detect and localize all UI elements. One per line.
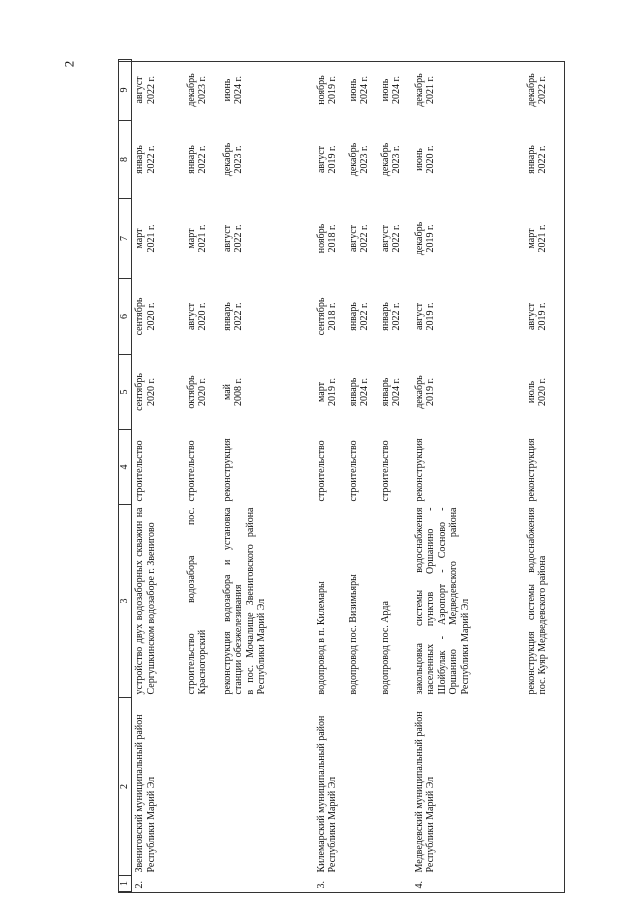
- date-col-6: август 2019 г.: [413, 302, 436, 331]
- date-col-6: январь 2022 г.: [221, 302, 244, 331]
- district-cell: [378, 698, 412, 876]
- date-col-5: январь 2024 г.: [379, 377, 402, 407]
- table-row: [132, 60, 184, 892]
- date-col-5: сентябрь 2020 г.: [134, 373, 157, 411]
- date-col-5: январь 2024 г.: [347, 377, 370, 407]
- date-col-6: январь 2022 г.: [347, 302, 370, 331]
- date-col-7: август 2022 г.: [347, 224, 370, 253]
- table-row: [512, 60, 564, 892]
- district-cell: [346, 698, 378, 876]
- district-cell: Килемарский муниципальный район Республики Марий Эл: [315, 715, 338, 873]
- header-row: [119, 60, 132, 892]
- district-cell: Звениговский муниципальный район Республики Марий Эл: [134, 714, 157, 873]
- table-row: [314, 60, 346, 892]
- date-col-9: декабрь 2022 г.: [525, 73, 548, 107]
- work-type-cell: строительство: [185, 440, 197, 502]
- row-number: [220, 876, 314, 892]
- table-row: [184, 60, 220, 892]
- header-col-4: 4: [119, 430, 132, 505]
- page-number: 2: [61, 60, 77, 68]
- row-number: 3.: [315, 881, 327, 889]
- table-row: [412, 60, 512, 892]
- header-col-9: 9: [119, 60, 132, 121]
- district-cell: [184, 698, 220, 876]
- date-col-9: июнь 2024 г.: [221, 76, 244, 104]
- date-col-5: июль 2020 г.: [525, 378, 548, 406]
- date-col-7: декабрь 2019 г.: [413, 221, 436, 256]
- date-col-7: март 2021 г.: [185, 224, 208, 253]
- date-col-8: январь 2022 г.: [134, 145, 157, 174]
- date-col-6: август 2020 г.: [185, 302, 208, 331]
- date-col-8: декабрь 2023 г.: [379, 142, 402, 177]
- date-col-5: март 2019 г.: [315, 378, 338, 406]
- date-col-8: январь 2022 г.: [185, 145, 208, 174]
- date-col-8: август 2019 г.: [315, 145, 338, 174]
- row-number: [184, 876, 220, 892]
- object-cell: водопровод в п. Килемары: [315, 581, 327, 695]
- date-col-9: июнь 2024 г.: [379, 76, 402, 104]
- object-cell: водопровод пос. Визимьяры: [347, 574, 359, 695]
- district-cell: [220, 698, 314, 876]
- rotated-table-area: [118, 61, 555, 893]
- date-col-5: октябрь 2020 г.: [185, 375, 208, 409]
- table-row: [346, 60, 378, 892]
- date-col-9: июнь 2024 г.: [347, 76, 370, 104]
- schedule-table: [118, 59, 564, 892]
- date-col-8: декабрь 2023 г.: [347, 142, 370, 177]
- date-col-8: декабрь 2023 г.: [221, 142, 244, 177]
- date-col-5: декабрь 2019 г.: [413, 375, 436, 409]
- table-row: [220, 60, 314, 892]
- date-col-8: январь 2022 г.: [525, 145, 548, 174]
- object-cell: реконструкция системы водоснабжения пос. Куяр Медведевского района: [525, 507, 548, 695]
- header-col-1: 1: [119, 876, 132, 892]
- row-number: 4.: [413, 881, 425, 889]
- date-col-7: август 2022 г.: [379, 224, 402, 253]
- header-col-3: 3: [119, 505, 132, 698]
- date-col-6: сентябрь 2018 г.: [315, 297, 338, 336]
- date-col-5: май 2008 г.: [221, 378, 244, 406]
- table-frame: [118, 61, 565, 893]
- header-col-8: 8: [119, 121, 132, 199]
- date-col-6: сентябрь 2020 г.: [134, 297, 157, 336]
- date-col-8: июнь 2020 г.: [413, 145, 436, 174]
- object-cell: устройство двух водозаборных скважин на Сергушкинском водозаборе г. Звенигово: [134, 507, 157, 695]
- header-col-6: 6: [119, 279, 132, 355]
- work-type-cell: строительство: [347, 440, 359, 502]
- date-col-7: август 2022 г.: [221, 224, 244, 253]
- date-col-7: март 2021 г.: [134, 224, 157, 253]
- table-row: [378, 60, 412, 892]
- row-number: 2.: [134, 881, 145, 889]
- date-col-6: январь 2022 г.: [379, 302, 402, 331]
- work-type-cell: реконструкция: [413, 438, 425, 502]
- date-col-9: ноябрь 2019 г.: [315, 75, 338, 105]
- object-cell: реконструкция водозабора и установка станции обезжелезивания в пос. Мочалище Звениговского района Республики Марий Эл: [221, 507, 267, 695]
- work-type-cell: реконструкция: [525, 438, 537, 502]
- district-cell: [512, 698, 564, 876]
- date-col-7: март 2021 г.: [525, 224, 548, 253]
- date-col-9: декабрь 2023 г.: [185, 73, 208, 107]
- work-type-cell: строительство: [315, 440, 327, 502]
- row-number: [378, 876, 412, 892]
- date-col-9: декабрь 2021 г.: [413, 73, 436, 107]
- work-type-cell: строительство: [379, 440, 391, 502]
- row-number: [512, 876, 564, 892]
- row-number: [346, 876, 378, 892]
- date-col-7: ноябрь 2018 г.: [315, 223, 338, 254]
- object-cell: водопровод пос. Арда: [379, 601, 391, 695]
- district-cell: Медведевский муниципальный район Республики Марий Эл: [413, 711, 436, 873]
- header-col-7: 7: [119, 199, 132, 279]
- date-col-6: август 2019 г.: [525, 302, 548, 331]
- date-col-9: август 2022 г.: [134, 76, 157, 104]
- header-col-2: 2: [119, 698, 132, 876]
- object-cell: закольцовка системы водоснабжения населенных пунктов Оршанино - Шойбулак - Аэропорт - Сосново - Оршанино Медведевского района Республики Марий Эл: [413, 507, 471, 695]
- work-type-cell: строительство: [134, 440, 145, 502]
- header-col-5: 5: [119, 355, 132, 430]
- object-cell: строительство водозабора пос. Красногорский: [185, 507, 208, 695]
- work-type-cell: реконструкция: [221, 438, 233, 502]
